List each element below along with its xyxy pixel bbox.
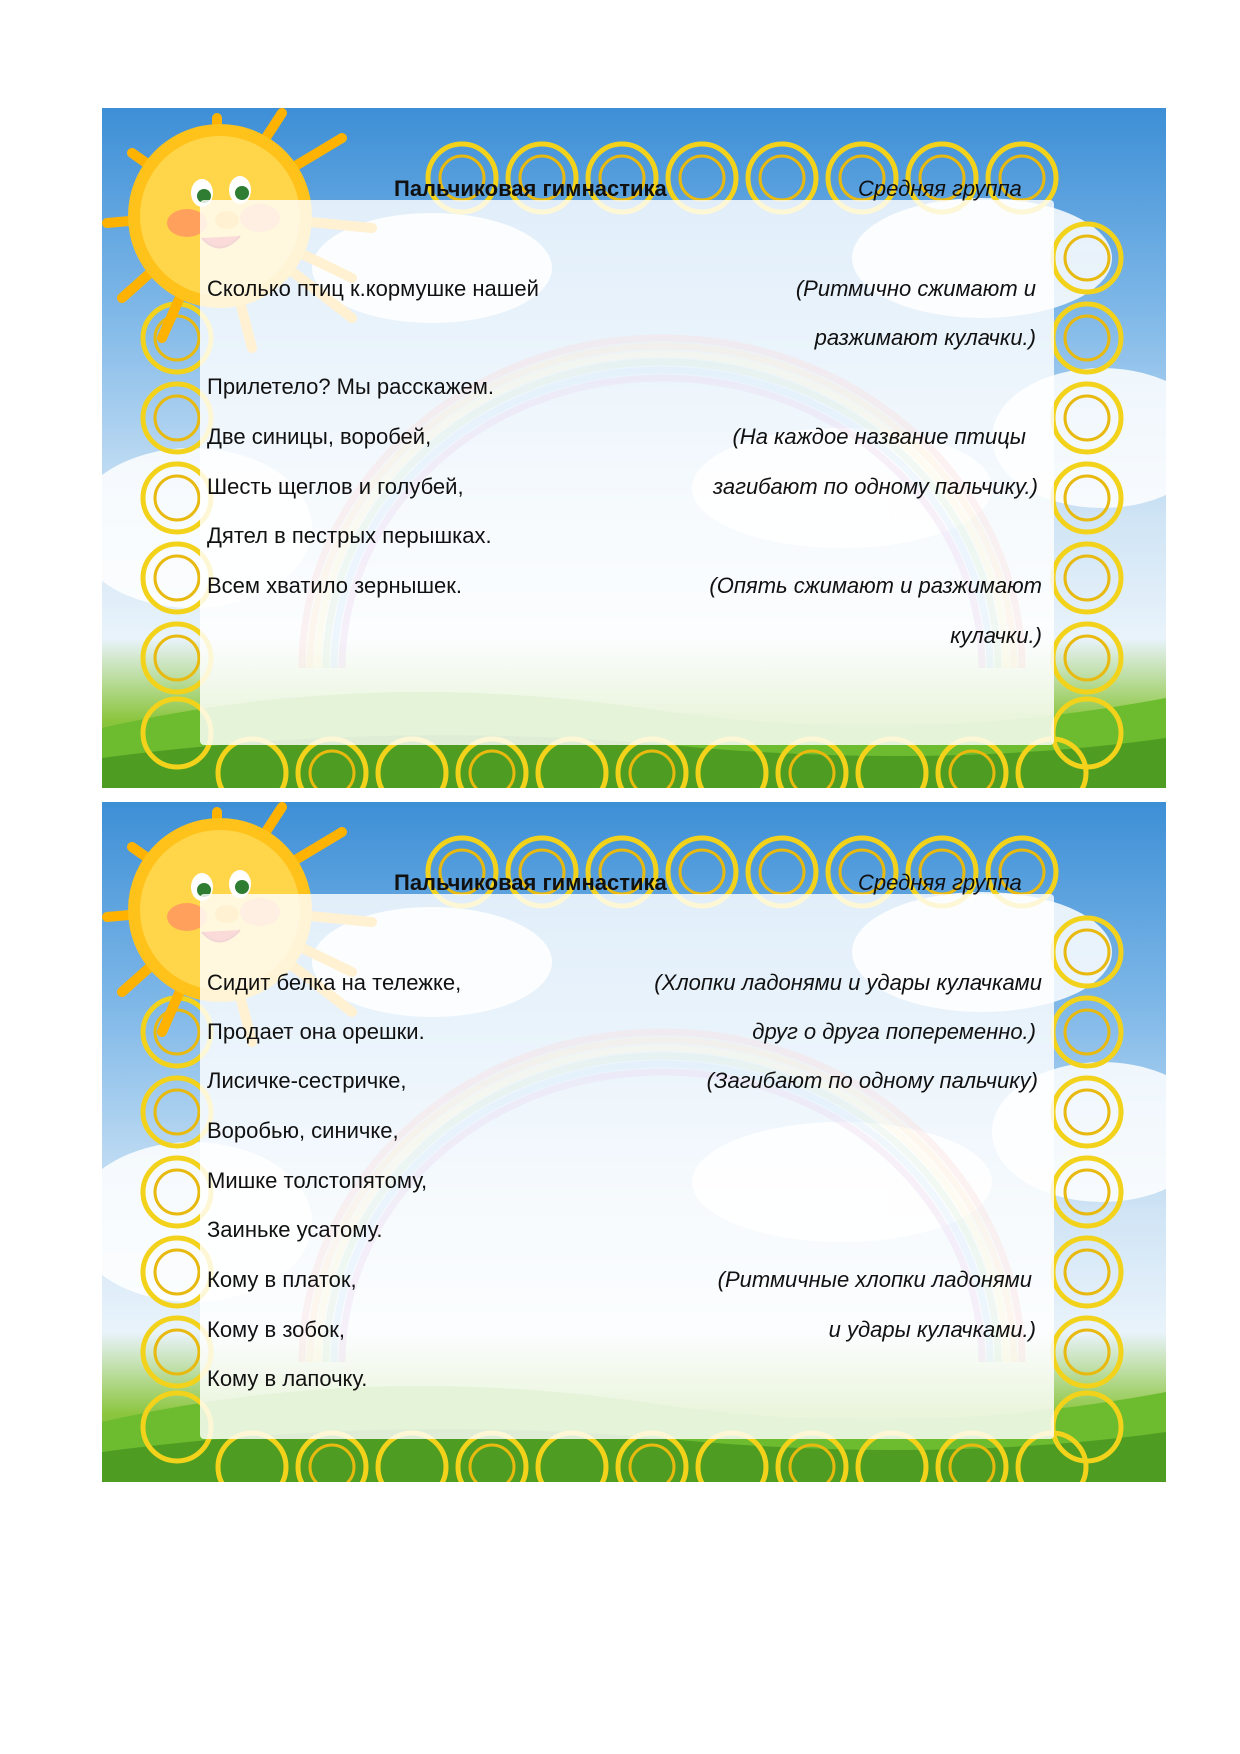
- poem-line: Шесть щеглов и голубей,: [207, 474, 464, 499]
- card-title: Пальчиковая гимнастика: [394, 176, 667, 201]
- instruction-note: (Хлопки ладонями и удары кулачками: [654, 970, 1042, 995]
- poem-line: Кому в платок,: [207, 1267, 357, 1292]
- instruction-note: друг о друга попеременно.): [752, 1019, 1036, 1044]
- poem-line: Всем хватило зернышек.: [207, 573, 463, 598]
- card-1: [102, 108, 1166, 788]
- instruction-note: (На каждое название птицы: [732, 424, 1026, 449]
- instruction-note: (Ритмично сжимают и: [795, 276, 1036, 301]
- poem-line: Сидит белка на тележке,: [207, 970, 462, 995]
- poem-line: Прилетело? Мы расскажем.: [207, 374, 494, 399]
- poem-line: Сколько птиц к.кормушке нашей: [207, 276, 539, 301]
- poem-line: Кому в зобок,: [207, 1317, 345, 1342]
- instruction-note: (Ритмичные хлопки ладонями: [717, 1267, 1032, 1292]
- instruction-note: загибают по одному пальчику.): [712, 474, 1038, 499]
- poem-line: Мишке толстопятому,: [207, 1168, 428, 1193]
- instruction-note: (Опять сжимают и разжимают: [709, 573, 1042, 598]
- card-title: Пальчиковая гимнастика: [394, 870, 667, 895]
- instruction-note: кулачки.): [950, 623, 1042, 648]
- poem-line: Воробью, синичке,: [207, 1118, 399, 1143]
- instruction-note: разжимают кулачки.): [814, 325, 1036, 350]
- group-label: Средняя группа: [858, 870, 1022, 895]
- instruction-note: (Загибают по одному пальчику): [706, 1068, 1038, 1093]
- poem-line: Продает она орешки.: [207, 1019, 425, 1044]
- poem-line: Две синицы, воробей,: [207, 424, 432, 449]
- poem-line: Дятел в пестрых перышках.: [207, 523, 492, 548]
- card-2: [102, 802, 1166, 1482]
- poem-line: Лисичке-сестричке,: [207, 1068, 407, 1093]
- instruction-note: и удары кулачками.): [828, 1317, 1036, 1342]
- poem-line: Кому в лапочку.: [207, 1366, 368, 1391]
- poem-line: Заиньке усатому.: [207, 1217, 383, 1242]
- group-label: Средняя группа: [858, 176, 1022, 201]
